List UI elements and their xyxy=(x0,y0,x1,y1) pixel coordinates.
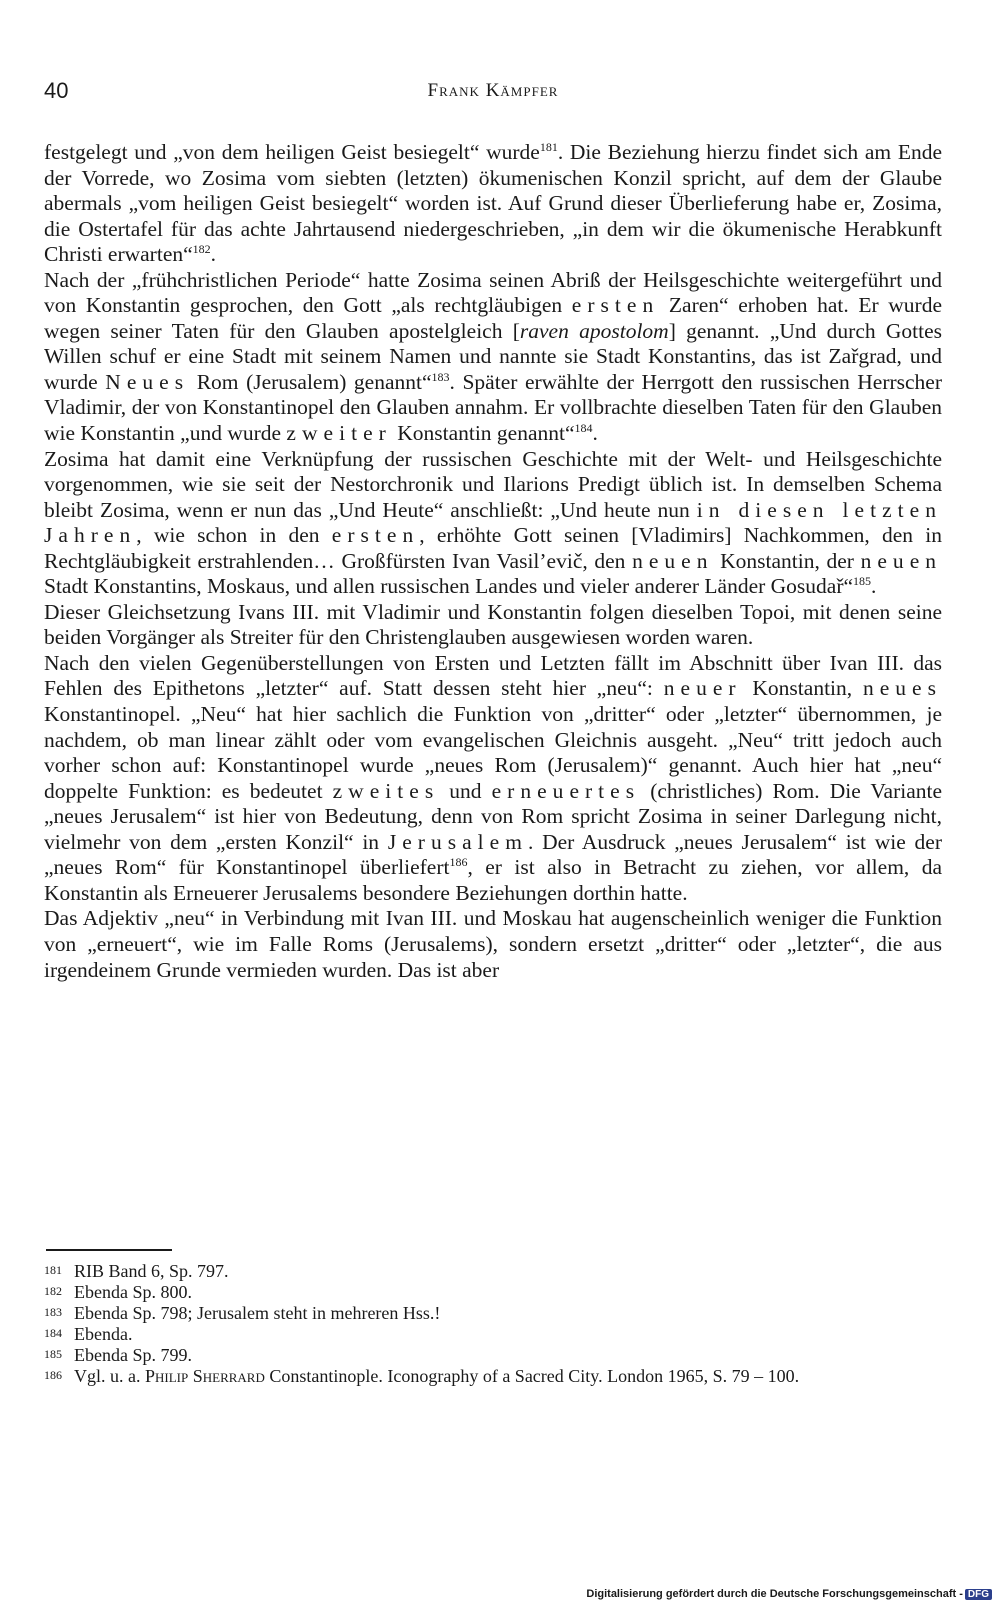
paragraph-6: Das Adjektiv „neu“ in Verbindung mit Ivan III. und Moskau hat augenscheinlich weniger die Funktion von „erneuert“, wie im Falle Roms (Jerusalems), sondern ersetzt „dritter“ oder „letzter“, die aus irgendeinem Grunde vermieden wurden. Das ist aber xyxy=(44,906,942,982)
paragraph-2: Nach der „frühchristlichen Periode“ hatte Zosima seinen Abriß der Heilsgeschichte weitergeführt und von Konstantin gesprochen, den Gott „als rechtgläubigen ersten Zaren“ erhoben hat. Er wurde wegen seiner Taten für den Glauben apostelgleich [raven apostolom] genannt. „Und durch Gottes Willen schuf er eine Stadt mit seinem Namen und nannte sie Stadt Konstantins, das ist Zařgrad, und wurde Neues Rom (Jerusalem) genannt“$^{183}$. Später erwählte der Herrgott den russischen Herrscher Vladimir, der von Konstantinopel den Glauben annahm. Er vollbrachte dieselben Taten für den Glauben wie Konstantin „und wurde zweiter Konstantin genannt“$^{184}$. xyxy=(44,267,943,446)
paragraph-1: festgelegt und „von dem heiligen Geist besiegelt“ wurde$^{181}$. Die Beziehung hierzu findet sich am Ende der Vorrede, wo Zosima vom siebten (letzten) ökumenischen Konzil spricht, auf dem der Glaube abermals „vom heiligen Geist besiegelt“ worden ist. Auf Grund dieser Überlieferung habe er, Zosima, die Ostertafel für das achte Jahrtausend niedergeschrieben, „in dem wir die ökumenische Herabkunft Christi erwarten“$^{182}$. xyxy=(44,140,942,267)
footnote-ref[interactable]: 185 xyxy=(853,574,872,589)
footnotes xyxy=(44,1261,942,1387)
footnote-ref[interactable]: 182 xyxy=(192,242,211,257)
footnote: 181 RIB Band 6, Sp. 797. xyxy=(44,1261,229,1281)
running-head: Frank Kämpfer xyxy=(427,80,559,101)
body-text xyxy=(44,140,942,983)
footnote-rule xyxy=(46,1249,172,1251)
page-header xyxy=(44,78,942,112)
paragraph-5: Nach den vielen Gegenüberstellungen von Ersten und Letzten fällt im Abschnitt über Ivan III. das Fehlen des Epithetons „letzter“ auf. Statt dessen steht hier „neu“: neuer Konstantin, neues Konstantinopel. „Neu“ hat hier sachlich die Funktion von „dritter“ oder „letzter“ übernommen, je nachdem, ob man linear zählt oder vom evangelischen Gleichnis ausgeht. „Neu“ tritt jedoch auch vorher schon auf: Konstantinopel wurde „neues Rom (Jerusalem)“ genannt. Auch hier hat „neu“ doppelte Funktion: es bedeutet zweites und erneuertes (christliches) Rom. Die Variante „neues Jerusalem“ ist hier von Bedeutung, denn von Rom spricht Zosima in seiner Darlegung nicht, vielmehr von dem „ersten Konzil“ in Jerusalem. Der Ausdruck „neues Jerusalem“ ist wie der „neues Rom“ für Konstantinopel überliefert$^{186}$, er ist also in Betracht zu ziehen, vor allem, da Konstantin als Erneuerer Jerusalems besondere Beziehungen dorthin hatte. xyxy=(44,650,943,905)
paragraph-4: Dieser Gleichsetzung Ivans III. mit Vladimir und Konstantin folgen dieselben Topoi, mit denen seine beiden Vorgänger als Streiter für den Christenglauben ausgewiesen worden waren. xyxy=(44,599,942,650)
footnote: 185 Ebenda Sp. 799. xyxy=(44,1345,192,1365)
paragraph-3: Zosima hat damit eine Verknüpfung der russischen Geschichte mit der Welt- und Heilsgeschichte vorgenommen, wie sie seit der Nestorchronik und Ilarions Predigt üblich ist. In demselben Schema bleibt Zosima, wenn er nun das „Und Heute“ anschließt: „Und heute nun in diesen letzten Jahren, wie schon in den ersten, erhöhte Gott seinen [Vladimirs] Nachkommen, den in Rechtgläubigkeit erstrahlenden… Großfürsten Ivan Vasil’evič, den neuen Konstantin, der neuen Stadt Konstantins, Moskaus, und allen russischen Landes und vieler anderer Länder Gosudař“$^{185}$. xyxy=(44,446,943,599)
digitization-credit: Digitalisierung gefördert durch die Deutsche Forschungsgemeinschaft - DFG xyxy=(586,1588,992,1600)
footnote: 182 Ebenda Sp. 800. xyxy=(44,1282,192,1302)
footnote-ref[interactable]: 183 xyxy=(431,369,450,384)
dfg-logo-icon: DFG xyxy=(965,1589,992,1600)
footnote: 186 Vgl. u. a. Philip Sherrard Constantinople. Iconography of a Sacred City. London 1965, S. 79 – 100. xyxy=(44,1366,800,1386)
footnote: 183 Ebenda Sp. 798; Jerusalem steht in mehreren Hss.! xyxy=(44,1303,441,1323)
footnote-ref[interactable]: 186 xyxy=(449,855,468,870)
footnote-ref[interactable]: 184 xyxy=(574,421,593,436)
footnote: 184 Ebenda. xyxy=(44,1324,133,1344)
author-name: Philip Sherrard xyxy=(145,1366,265,1386)
footnote-ref[interactable]: 181 xyxy=(539,140,558,154)
page-number: 40 xyxy=(44,78,69,103)
